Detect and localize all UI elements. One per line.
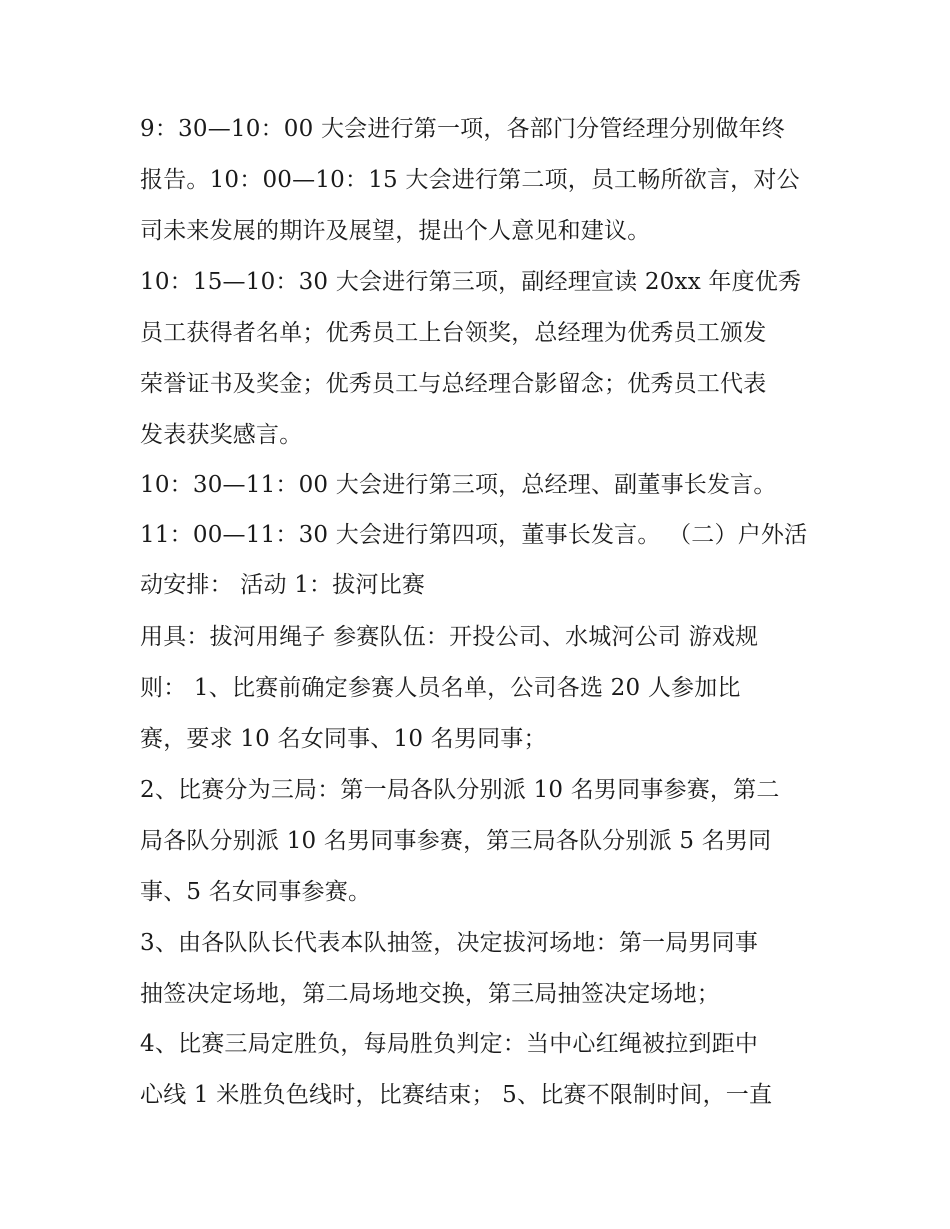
paragraph-line: 用具：拔河用绳子 参赛队伍：开投公司、水城河公司 游戏规 bbox=[140, 624, 759, 650]
paragraph-line: 9：30—10：00 大会进行第一项，各部门分管经理分别做年终 bbox=[140, 116, 785, 142]
paragraph-line: 11：00—11：30 大会进行第四项，董事长发言。 （二）户外活 bbox=[140, 522, 808, 548]
paragraph-line: 司未来发展的期许及展望，提出个人意见和建议。 bbox=[140, 218, 651, 244]
paragraph-line: 10：30—11：00 大会进行第三项，总经理、副董事长发言。 bbox=[140, 472, 777, 498]
paragraph-line: 报告。10：00—10：15 大会进行第二项，员工畅所欲言，对公 bbox=[140, 167, 800, 193]
paragraph-line: 发表获奖感言。 bbox=[140, 422, 303, 448]
paragraph-line: 抽签决定场地，第二局场地交换，第三局抽签决定场地； bbox=[140, 981, 720, 1007]
paragraph-line: 2、比赛分为三局：第一局各队分别派 10 名男同事参赛，第二 bbox=[140, 777, 780, 803]
paragraph-line: 心线 1 米胜负色线时，比赛结束； 5、比赛不限制时间，一直 bbox=[140, 1082, 773, 1108]
paragraph-line: 事、5 名女同事参赛。 bbox=[140, 879, 372, 905]
paragraph-line: 动安排： 活动 1：拔河比赛 bbox=[140, 572, 426, 598]
paragraph-line: 10：15—10：30 大会进行第三项，副经理宣读 20xx 年度优秀 bbox=[140, 269, 802, 295]
paragraph-line: 局各队分别派 10 名男同事参赛，第三局各队分别派 5 名男同 bbox=[140, 828, 772, 854]
paragraph-line: 赛，要求 10 名女同事、10 名男同事； bbox=[140, 726, 547, 752]
paragraph-line: 则： 1、比赛前确定参赛人员名单，公司各选 20 人参加比 bbox=[140, 675, 741, 701]
paragraph-line: 4、比赛三局定胜负，每局胜负判定：当中心红绳被拉到距中 bbox=[140, 1031, 759, 1057]
paragraph-line: 员工获得者名单；优秀员工上台领奖，总经理为优秀员工颁发 bbox=[140, 320, 767, 346]
paragraph-line: 荣誉证书及奖金；优秀员工与总经理合影留念；优秀员工代表 bbox=[140, 371, 767, 397]
paragraph-line: 3、由各队队长代表本队抽签，决定拔河场地：第一局男同事 bbox=[140, 930, 759, 956]
